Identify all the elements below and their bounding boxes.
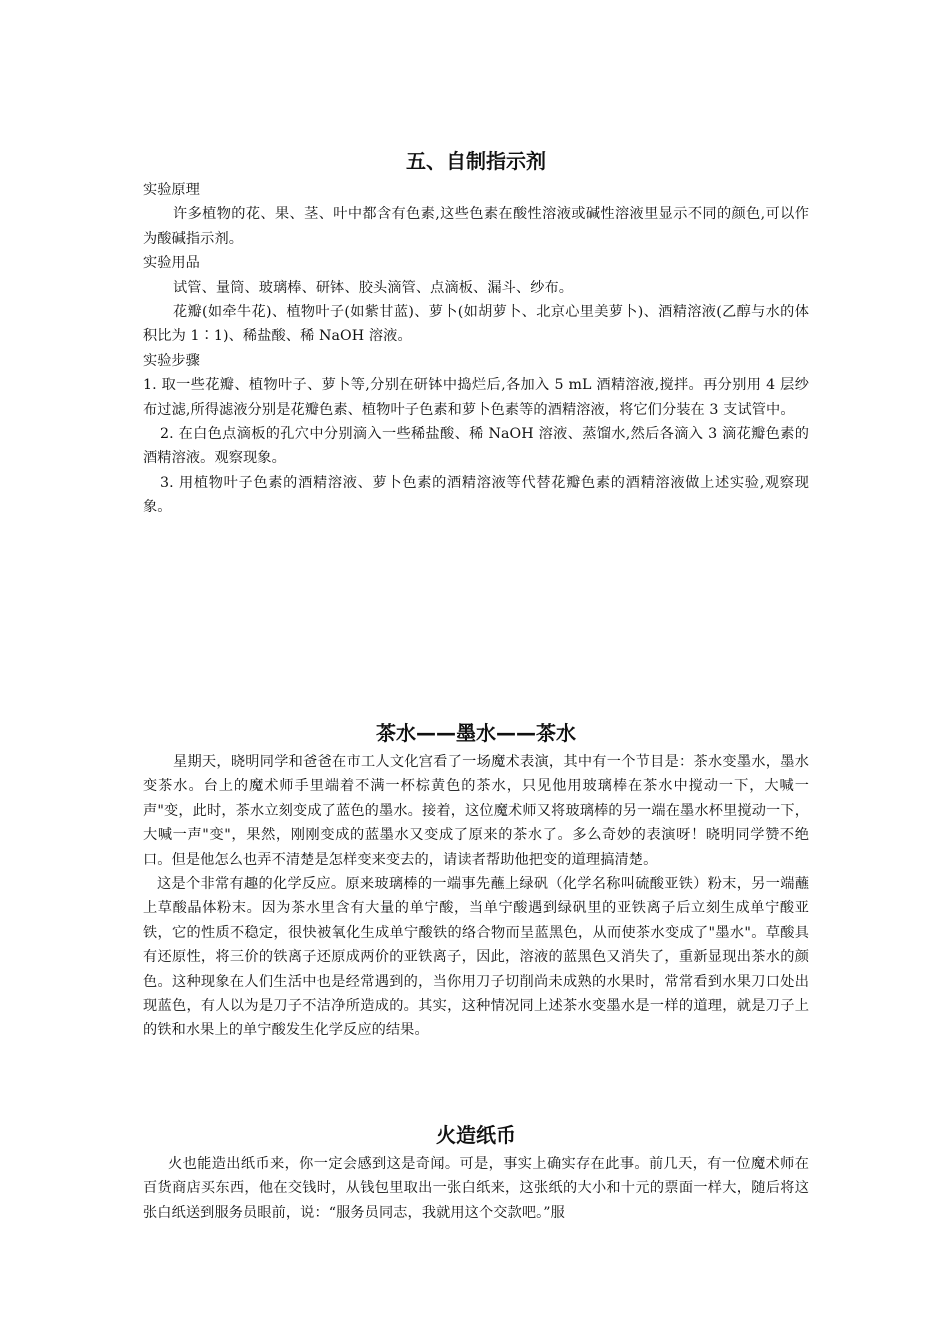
step-2: 2. 在白色点滴板的孔穴中分别滴入一些稀盐酸、稀 NaOH 溶液、蒸馏水,然后各滴入 3 滴花瓣色素的酒精溶液。观察现象。 (143, 426, 809, 467)
principle-heading: 实验原理 (143, 182, 200, 198)
section-title-fire-money: 火造纸币 (436, 1123, 516, 1147)
section-indicator (143, 144, 809, 520)
steps-heading: 实验步骤 (143, 352, 200, 369)
step-1: 1. 取一些花瓣、植物叶子、萝卜等,分别在研钵中捣烂后,各加入 5 mL 酒精溶液,搅拌。再分别用 4 层纱布过滤,所得滤液分别是花瓣色素、植物叶子色素和萝卜色素等的酒精溶液，将它们分装在 3 支试管中。 (143, 377, 809, 418)
section-fire-money (143, 1118, 809, 1225)
tea-ink-paragraph-2: 这是个非常有趣的化学反应。原来玻璃棒的一端事先蘸上绿矾（化学名称叫硫酸亚铁）粉末，另一端蘸上草酸晶体粉末。因为茶水里含有大量的单宁酸，当单宁酸遇到绿矾里的亚铁离子后立刻生成单宁酸亚铁，它的性质不稳定，很快被氧化生成单宁酸铁的络合物而呈蓝黑色，从而使茶水变成了"墨水"。草酸具有还原性，将三价的铁离子还原成两价的亚铁离子，因此，溶液的蓝黑色又消失了，重新显现出茶水的颜色。这种现象在人们生活中也是经常遇到的，当你用刀子切削尚未成熟的水果时，常常看到水果刀口处出现蓝色，有人以为是刀子不洁净所造成的。其实，这种情况同上述茶水变墨水是一样的道理，就是刀子上的铁和水果上的单宁酸发生化学反应的结果。 (143, 876, 809, 1039)
step-3: 3. 用植物叶子色素的酒精溶液、萝卜色素的酒精溶液等代替花瓣色素的酒精溶液做上述实验,观察现象。 (143, 474, 809, 516)
materials-equipment: 试管、量筒、玻璃棒、研钵、胶头滴管、点滴板、漏斗、纱布。 (173, 279, 574, 296)
fire-money-paragraph-1: 火也能造出纸币来，你一定会感到这是奇闻。可是，事实上确实存在此事。前几天，有一位魔术师在百货商店买东西，他在交钱时，从钱包里取出一张白纸来，这张纸的大小和十元的票面一样大，随后将这张白纸送到服务员眼前，说：“服务员同志，我就用这个交款吧。”服 (143, 1156, 809, 1221)
section-title-tea-ink: 茶水——墨水——茶水 (376, 721, 576, 745)
tea-ink-paragraph-1: 星期天，晓明同学和爸爸在市工人文化宫看了一场魔术表演，其中有一个节目是：茶水变墨水，墨水变茶水。台上的魔术师手里端着不满一杯棕黄色的茶水，只见他用玻璃棒在茶水中搅动一下，大喊一声"变，此时，茶水立刻变成了蓝色的墨水。接着，这位魔术师又将玻璃棒的另一端在墨水杯里搅动一下，大喊一声"变"，果然，刚刚变成的蓝墨水又变成了原来的茶水了。多么奇妙的表演呀！晓明同学赞不绝口。但是他怎么也弄不清楚是怎样变来变去的，请读者帮助他把变的道理搞清楚。 (143, 754, 809, 868)
materials-reagents: 花瓣(如牵牛花)、植物叶子(如紫甘蓝)、萝卜(如胡萝卜、北京心里美萝卜)、酒精溶液(乙醇与水的体积比为 1∶1)、稀盐酸、稀 NaOH 溶液。 (143, 304, 809, 345)
section-tea-ink (143, 716, 809, 1043)
materials-heading: 实验用品 (143, 255, 200, 272)
section-title-indicator: 五、自制指示剂 (406, 149, 546, 173)
principle-paragraph: 许多植物的花、果、茎、叶中都含有色素,这些色素在酸性溶液或碱性溶液里显示不同的颜色,可以作为酸碱指示剂。 (143, 206, 809, 247)
